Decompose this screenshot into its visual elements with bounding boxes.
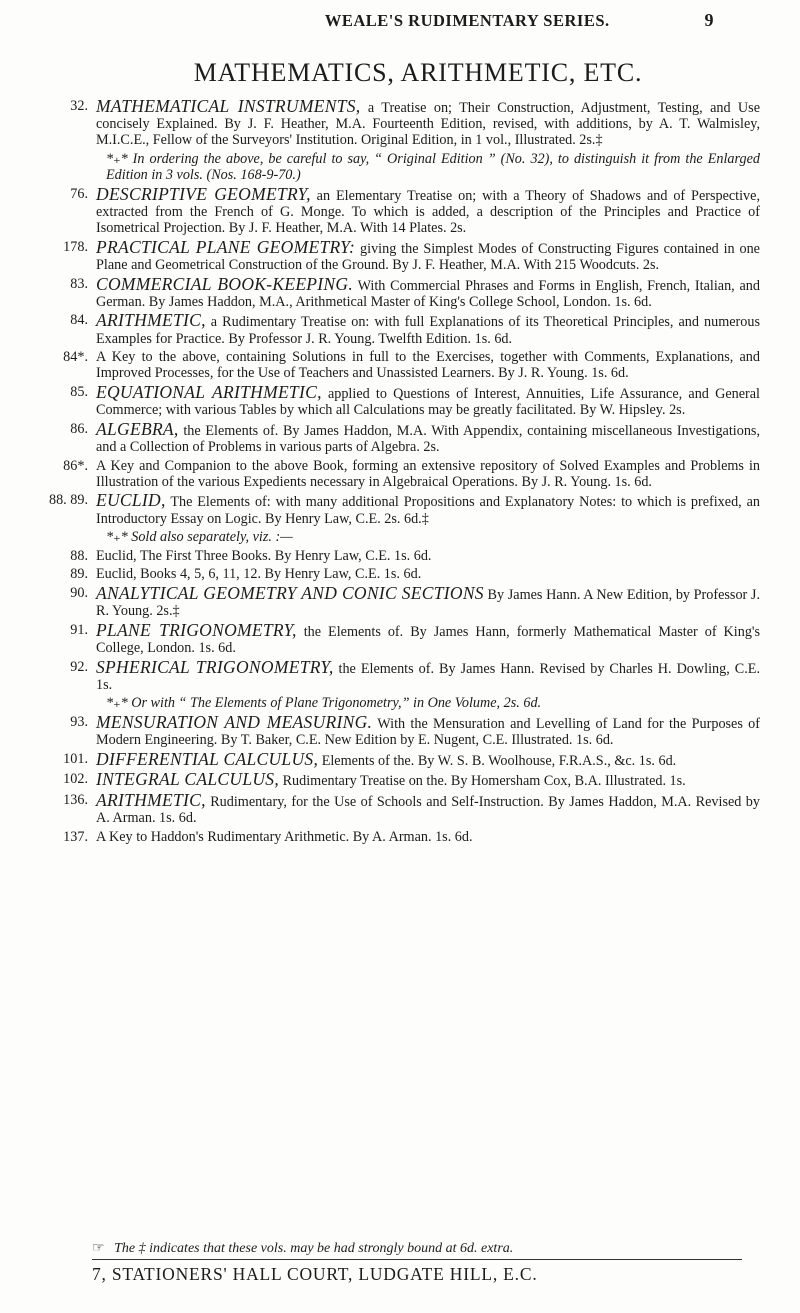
catalogue-entry [48,548,760,564]
entry-text: the Elements of. By James Haddon, M.A. With Appendix, containing miscellaneous Investigations, and a Collection of Problems in various parts of Algebra. 2s. [96,422,760,455]
entry-body [96,273,760,310]
catalogue-entry [48,711,761,749]
entry-body [96,771,760,789]
entry-title: DIFFERENTIAL CALCULUS, [96,748,319,769]
entry-text: an Elementary Treatise on; with a Theory of Shadows and of Perspective, extracted from the French of G. Monge. To which is added, a description of the Principles and Practice of Isometrical Projection. By J. F. Heather, M.A. With 14 Plates. 2s. [96,187,760,237]
entry-text: The Elements of: with many additional Propositions and Explanatory Notes: to which is prefixed, an Introductory Essay on Logic. By Henry Law, C.E. 2s. 6d.‡ [96,494,760,527]
entry-text: With Commercial Phrases and Forms in English, French, Italian, and German. By James Haddon, M.A., Arithmetical Master of King's College School, London. 1s. 6d. [96,277,760,310]
catalogue-entry [48,492,760,526]
entry-text: a Rudimentary Treatise on: with full Explanations of its Theoretical Principles, and numerous Examples for Practice. By Professor J. R. Young. Twelfth Edition. 1s. 6d. [96,314,760,347]
entry-title: PLANE TRIGONOMETRY, [96,619,297,640]
entry-title: INTEGRAL CALCULUS, [96,769,280,790]
catalogue-entry [48,183,760,237]
entry-text: A Key to Haddon's Rudimentary Arithmetic. By A. Arman. 1s. 6d. [96,828,473,845]
entry-number: 83. [70,275,88,292]
entry-text: a Treatise on; Their Construction, Adjustment, Testing, and Use concisely Explained. By J. F. Heather, M.A. Fourteenth Edition, revised, with additions, by A. T. Walmisley, M.I.C.E., Fellow of the Surveyors' Institution. Original Edition, in 1 vol., Illustrated. 2s.‡ [96,100,760,149]
entry-title: ARITHMETIC, [96,789,206,810]
entry-title: EUCLID, [96,490,166,511]
catalogue-entry [48,98,760,149]
entry-text: *₊* Or with “ The Elements of Plane Trigonometry,” in One Volume, 2s. 6d. [106,695,542,712]
entry-text: A Key to the above, containing Solutions in full to the Exercises, together with Comments, Explanations, and Improved Processes, for the Use of Teachers and Unassisted Learners. By J. R. Young. 1s. 6d. [96,349,760,382]
entry-number: 84. [70,312,88,329]
entry-body [106,529,760,545]
entry-title: MENSURATION AND MEASURING. [96,711,373,732]
catalogue-entry [48,656,760,693]
entry-number [58,529,106,545]
entry-body [96,748,760,769]
catalogue-entry [48,582,760,620]
entry-text: the Elements of. By James Hann. Revised by Charles H. Dowling, C.E. 1s. [96,660,760,693]
entry-number: 102. [63,771,88,788]
entry-body [96,418,760,455]
catalogue-entry [48,236,760,273]
entry-body [96,183,760,237]
entry-body [96,312,760,346]
entry-number [58,151,106,183]
entry-title: DESCRIPTIVE GEOMETRY, [96,183,311,204]
entry-text: By James Hann. A New Edition, by Professor J. R. Young. 2s.‡ [96,586,760,620]
entry-number [58,695,106,711]
entry-body [96,548,760,564]
entry-number: 86. [70,420,88,437]
catalogue-entry [48,829,760,845]
catalogue-entry [48,273,760,310]
entry-body [96,492,760,526]
catalogue-note [48,529,760,545]
entry-text: *₊* Sold also separately, viz. :— [106,529,293,546]
entry-body [96,582,760,620]
entry-body [106,151,760,183]
entry-text: *₊* In ordering the above, be careful to say, “ Original Edition ” (No. 32), to distinguish it from the Enlarged Edition in 3 vols. (Nos. 168-9-70.) [106,151,760,184]
catalogue-entry [48,566,760,582]
entry-body [96,619,760,656]
section-title: MATHEMATICS, ARITHMETIC, ETC. [193,58,643,87]
catalogue-entry [48,748,760,769]
catalogue-note [48,151,760,183]
entry-text: applied to Questions of Interest, Annuities, Life Assurance, and General Commerce; with various Tables by which all Calculations may be greatly facilitated. By W. Hipsley. 2s. [96,385,760,419]
entry-text: Rudimentary Treatise on the. By Homersham Cox, B.A. Illustrated. 1s. [279,773,686,790]
entry-title: ALGEBRA, [96,418,179,439]
catalogue-entry [48,349,760,381]
pointing-hand-icon: ☞ [92,1241,105,1256]
entry-number: 91. [70,621,88,638]
entry-body [96,236,760,273]
entry-number: 89. [70,566,88,583]
entry-title: SPHERICAL TRIGONOMETRY, [96,656,334,677]
publisher-imprint: 7, STATIONERS' HALL COURT, LUDGATE HILL, E.C. [92,1264,538,1284]
entry-title: EQUATIONAL ARITHMETIC, [96,381,322,402]
entry-title: COMMERCIAL BOOK-KEEPING. [96,273,354,294]
catalogue-entry [48,381,760,419]
footnote [92,1240,742,1260]
entry-body [96,349,760,381]
entry-text: Euclid, Books 4, 5, 6, 11, 12. By Henry Law, C.E. 1s. 6d. [96,566,422,583]
entry-text: A Key and Companion to the above Book, forming an extensive repository of Solved Examples and Problems in Illustration of the various Expedients necessary in Algebraical Operations. By J. R. Young. 1s. 6d. [96,457,760,490]
catalogue-note [48,695,760,711]
catalogue-entry [48,771,760,789]
entry-number: 85. [70,383,88,400]
catalogue-entry [48,418,760,455]
entry-number: 32. [70,98,88,114]
entry-text: Elements of the. By W. S. B. Woolhouse, F.R.A.S., &c. 1s. 6d. [318,752,677,769]
entry-body [96,789,760,827]
entry-title: ARITHMETIC, [96,310,206,331]
entry-body [96,98,760,149]
entry-text: the Elements of. By James Hann, formerly Mathematical Master of King's College, London. 1s. 6d. [96,623,760,656]
catalogue-entry [48,312,760,346]
catalogue-entries [48,98,760,847]
series-title: WEALE'S RUDIMENTARY SERIES. [324,11,610,30]
entry-title: PRACTICAL PLANE GEOMETRY: [96,236,356,257]
running-head [230,10,714,34]
entry-number: 84*. [63,349,88,366]
entry-text: With the Mensuration and Levelling of Land for the Purposes of Modern Engineering. By T. Baker, C.E. New Edition by E. Nugent, C.E. Illustrated. 1s. 6d. [96,715,761,749]
entry-number: 88. 89. [48,492,88,509]
entry-title: MATHEMATICAL INSTRUMENTS, [96,96,361,116]
catalogue-entry [48,458,760,490]
page-number: 9 [704,10,714,30]
entry-number: 178. [63,238,88,255]
entry-number: 136. [63,791,88,808]
entry-text: Euclid, The First Three Books. By Henry Law, C.E. 1s. 6d. [96,547,432,564]
entry-body [96,381,760,419]
entry-number: 137. [63,828,88,845]
entry-number: 76. [70,185,88,202]
footnote-text: The ‡ indicates that these vols. may be had strongly bound at 6d. extra. [114,1241,514,1256]
entry-number: 90. [70,584,88,601]
entry-body [96,711,761,749]
entry-body [96,566,760,582]
entry-number: 92. [70,658,88,675]
entry-body [96,656,760,693]
entry-number: 93. [70,713,88,730]
entry-body [96,458,760,490]
entry-title: ANALYTICAL GEOMETRY AND CONIC SECTIONS [96,582,484,603]
entry-text: giving the Simplest Modes of Constructing Figures contained in one Plane and Geometrical Construction of the Ground. By J. F. Heather, M.A. With 215 Woodcuts. 2s. [96,240,760,273]
entry-text: Rudimentary, for the Use of Schools and Self-Instruction. By James Haddon, M.A. Revised by A. Arman. 1s. 6d. [96,793,760,827]
entry-body [106,695,760,711]
catalogue-entry [48,789,760,827]
catalogue-entry [48,619,760,656]
entry-body [96,829,760,845]
entry-number: 86*. [63,457,88,474]
entry-number: 88. [70,547,88,564]
entry-number: 101. [63,750,88,767]
